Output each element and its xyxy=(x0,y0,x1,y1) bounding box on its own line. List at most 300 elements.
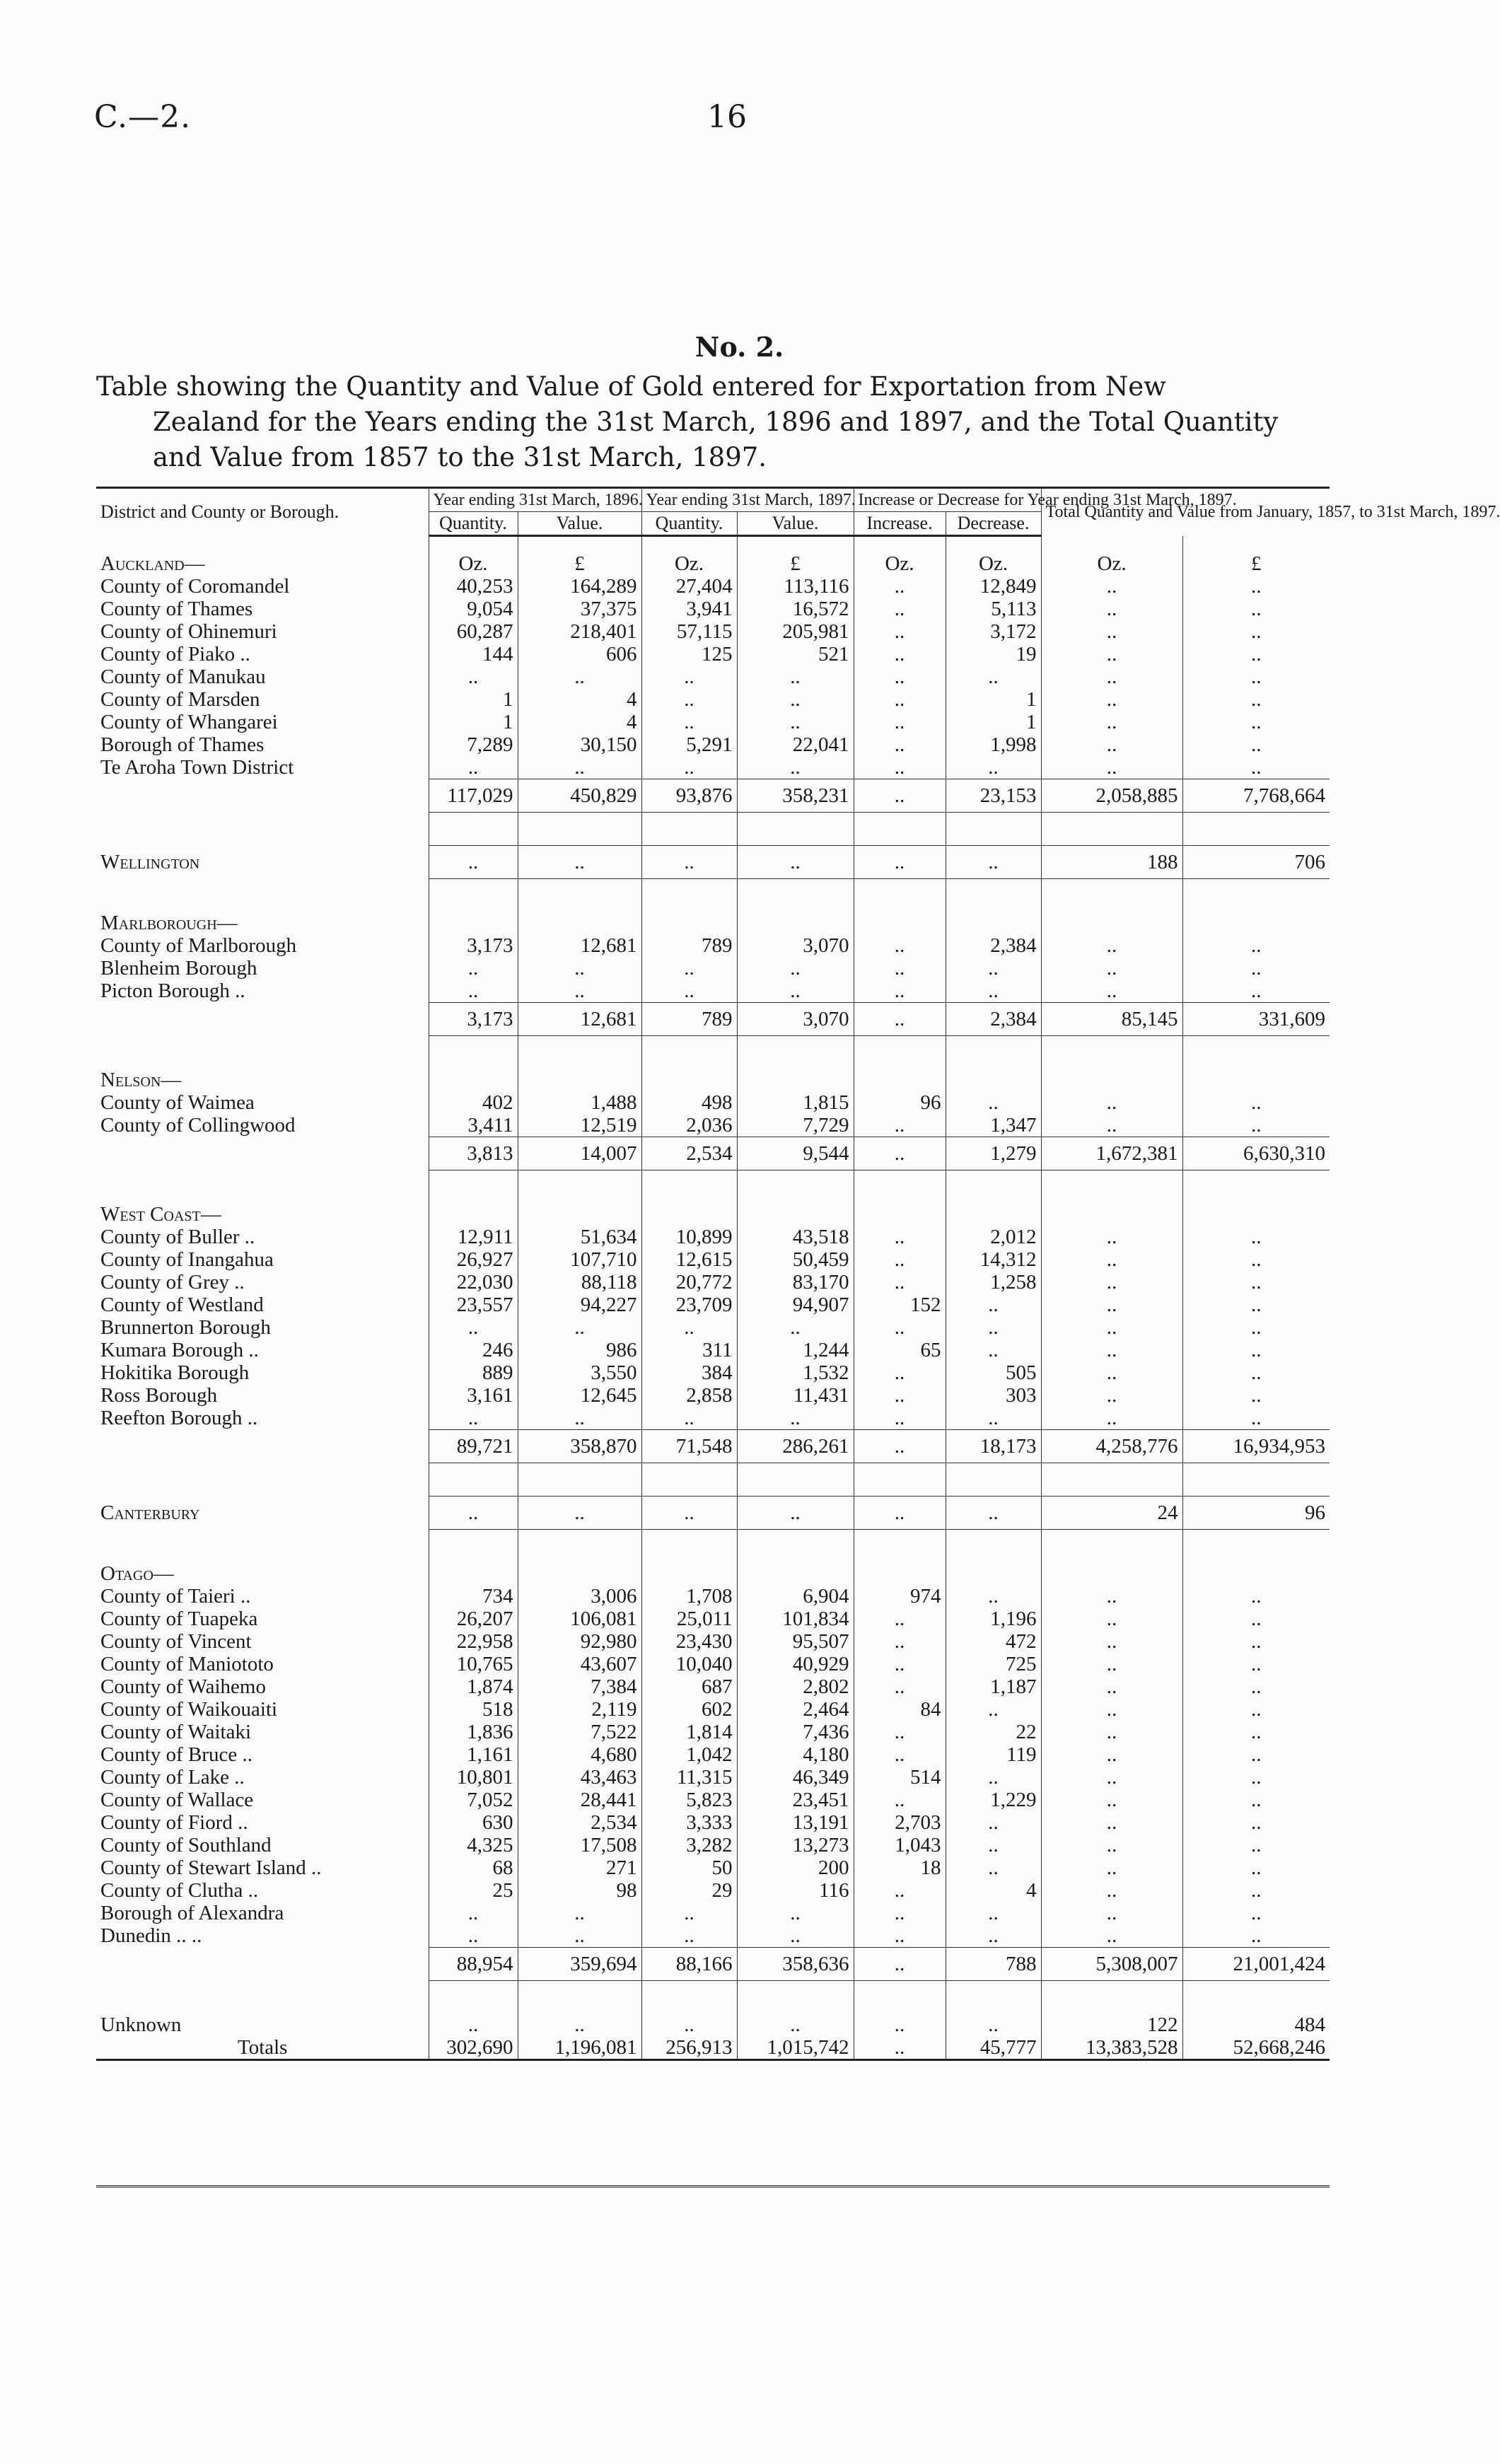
cell-value-1897: .. xyxy=(737,957,854,980)
cell-decrease: 505 xyxy=(946,1361,1041,1384)
spacer-cell xyxy=(96,1530,429,1563)
cell-value-1897: 7,729 xyxy=(737,1114,854,1137)
empty-cell xyxy=(854,1562,946,1585)
cell-value-1896: 358,870 xyxy=(518,1430,641,1463)
row-label: County of Wallace xyxy=(100,1789,254,1811)
spacer-cell xyxy=(854,1530,946,1563)
cell-total-value: .. xyxy=(1182,1294,1330,1316)
cell-total-value: 6,630,310 xyxy=(1182,1137,1330,1170)
cell-increase: .. xyxy=(854,1902,946,1924)
cell-quantity-1897: 23,709 xyxy=(641,1294,737,1316)
spacer-cell xyxy=(96,1463,429,1497)
header-decrease: Decrease. xyxy=(946,512,1041,536)
cell-quantity-1896: 26,207 xyxy=(429,1608,518,1630)
cell-decrease: .. xyxy=(946,1834,1041,1856)
spacer-cell xyxy=(1182,813,1330,846)
cell-increase: .. xyxy=(854,1608,946,1630)
cell-decrease: 3,172 xyxy=(946,620,1041,643)
empty-cell xyxy=(641,1203,737,1226)
cell-value-1897: 3,070 xyxy=(737,934,854,957)
cell-increase: .. xyxy=(854,779,946,813)
cell-total-value: .. xyxy=(1182,934,1330,957)
cell-quantity-1896: 9,054 xyxy=(429,598,518,620)
cell-total-quantity: 1,672,381 xyxy=(1041,1137,1182,1170)
header-quantity-1896: Quantity. xyxy=(429,512,518,536)
cell-value-1897: 7,436 xyxy=(737,1721,854,1743)
cell-value-1896: 4 xyxy=(518,711,641,733)
cell-total-quantity: .. xyxy=(1041,1407,1182,1430)
unit-oz: Oz. xyxy=(854,552,946,575)
cell-total-value: 7,768,664 xyxy=(1182,779,1330,813)
cell-value-1896: 14,007 xyxy=(518,1137,641,1170)
cell-quantity-1897: .. xyxy=(641,980,737,1003)
cell-value-1897: 94,907 xyxy=(737,1294,854,1316)
cell-quantity-1897: 384 xyxy=(641,1361,737,1384)
cell-increase: .. xyxy=(854,1114,946,1137)
table-row xyxy=(96,1721,1330,1743)
cell-quantity-1897: 29 xyxy=(641,1879,737,1902)
cell-total-value: .. xyxy=(1182,598,1330,620)
cell-quantity-1896: 7,289 xyxy=(429,733,518,756)
spacer-cell xyxy=(946,813,1041,846)
spacer-cell xyxy=(854,1981,946,2014)
spacer-cell xyxy=(946,879,1041,912)
cell-total-quantity: .. xyxy=(1041,666,1182,688)
cell-total-value: .. xyxy=(1182,1721,1330,1743)
cell-decrease: .. xyxy=(946,1407,1041,1430)
cell-total-quantity: .. xyxy=(1041,1743,1182,1766)
cell-value-1897: .. xyxy=(737,846,854,879)
spacer-cell xyxy=(429,879,518,912)
row-label: County of Thames xyxy=(100,598,253,620)
cell-value-1897: 1,532 xyxy=(737,1361,854,1384)
cell-total-quantity: .. xyxy=(1041,711,1182,733)
row-label: County of Westland xyxy=(100,1294,264,1316)
cell-value-1897: 4,180 xyxy=(737,1743,854,1766)
spacer-cell xyxy=(1182,879,1330,912)
table-row xyxy=(96,957,1330,980)
cell-quantity-1897: 25,011 xyxy=(641,1608,737,1630)
header-total-since-1857: Total Quantity and Value from January, 1857, to 31st March, 1897. xyxy=(1041,488,1330,536)
cell-quantity-1896: 117,029 xyxy=(429,779,518,813)
cell-value-1897: 13,273 xyxy=(737,1834,854,1856)
spacer-cell xyxy=(1041,1170,1182,1204)
cell-value-1896: .. xyxy=(518,980,641,1003)
cell-quantity-1896: 734 xyxy=(429,1585,518,1608)
cell-total-value: 706 xyxy=(1182,846,1330,879)
cell-total-quantity: 24 xyxy=(1041,1497,1182,1530)
cell-increase: 96 xyxy=(854,1091,946,1114)
spacer-row xyxy=(96,879,1330,912)
cell-increase: 2,703 xyxy=(854,1811,946,1834)
cell-value-1897: 3,070 xyxy=(737,1003,854,1036)
empty-cell xyxy=(429,1069,518,1091)
row-label: County of Southland xyxy=(100,1834,272,1856)
cell-increase: .. xyxy=(854,1743,946,1766)
cell-quantity-1896: 22,030 xyxy=(429,1271,518,1294)
table-row xyxy=(96,1248,1330,1271)
header-value-1896: Value. xyxy=(518,512,641,536)
table-row xyxy=(96,1294,1330,1316)
cell-quantity-1896: 89,721 xyxy=(429,1430,518,1463)
cell-value-1897: 95,507 xyxy=(737,1630,854,1653)
cell-quantity-1896: 25 xyxy=(429,1879,518,1902)
cell-decrease: .. xyxy=(946,1924,1041,1948)
cell-quantity-1897: 2,858 xyxy=(641,1384,737,1407)
cell-value-1897: 200 xyxy=(737,1856,854,1879)
spacer-cell xyxy=(1182,1463,1330,1497)
empty-cell xyxy=(946,1203,1041,1226)
cell-value-1896: 43,607 xyxy=(518,1653,641,1675)
cell-increase: .. xyxy=(854,733,946,756)
cell-quantity-1896: 1 xyxy=(429,688,518,711)
row-label: Borough of Thames xyxy=(100,733,264,756)
cell-quantity-1897: 498 xyxy=(641,1091,737,1114)
spacer-cell xyxy=(1041,879,1182,912)
cell-quantity-1896: 3,173 xyxy=(429,1003,518,1036)
cell-value-1896: 7,522 xyxy=(518,1721,641,1743)
row-label: County of Tuapeka xyxy=(100,1608,258,1630)
cell-quantity-1897: 2,036 xyxy=(641,1114,737,1137)
cell-total-value: .. xyxy=(1182,1766,1330,1789)
caption-line-3: and Value from 1857 to the 31st March, 1897. xyxy=(153,442,767,472)
cell-total-value: .. xyxy=(1182,1585,1330,1608)
row-label: County of Ohinemuri xyxy=(100,620,277,643)
cell-value-1896: 12,681 xyxy=(518,934,641,957)
row-label: County of Collingwood xyxy=(100,1114,296,1137)
cell-total-quantity: .. xyxy=(1041,1834,1182,1856)
cell-total-value: .. xyxy=(1182,1879,1330,1902)
spacer-cell xyxy=(429,1981,518,2014)
table-row xyxy=(96,1856,1330,1879)
cell-value-1896: .. xyxy=(518,1316,641,1339)
cell-value-1896: 92,980 xyxy=(518,1630,641,1653)
cell-quantity-1896: 40,253 xyxy=(429,575,518,598)
cell-total-value: .. xyxy=(1182,1653,1330,1675)
cell-quantity-1897: .. xyxy=(641,1316,737,1339)
empty-cell xyxy=(1182,1069,1330,1091)
spacer-cell xyxy=(429,1036,518,1069)
table-row xyxy=(96,756,1330,779)
cell-quantity-1896: 3,813 xyxy=(429,1137,518,1170)
cell-total-quantity: 188 xyxy=(1041,846,1182,879)
cell-value-1896: 218,401 xyxy=(518,620,641,643)
table-row xyxy=(96,1698,1330,1721)
row-label: Te Aroha Town District xyxy=(100,756,294,779)
cell-quantity-1897: 3,333 xyxy=(641,1811,737,1834)
subtotal-row xyxy=(96,1003,1330,1036)
cell-total-value: 331,609 xyxy=(1182,1003,1330,1036)
table-row xyxy=(96,598,1330,620)
cell-decrease: 14,312 xyxy=(946,1248,1041,1271)
empty-cell xyxy=(737,1562,854,1585)
cell-decrease: 12,849 xyxy=(946,575,1041,598)
cell-value-1896: 43,463 xyxy=(518,1766,641,1789)
region-row xyxy=(96,1203,1330,1226)
spacer-cell xyxy=(429,1463,518,1497)
cell-quantity-1896: 26,927 xyxy=(429,1248,518,1271)
cell-value-1896: 30,150 xyxy=(518,733,641,756)
cell-value-1897: 358,231 xyxy=(737,779,854,813)
cell-value-1897: 521 xyxy=(737,643,854,666)
cell-total-value: .. xyxy=(1182,1789,1330,1811)
cell-total-quantity: .. xyxy=(1041,1811,1182,1834)
subtotal-label-cell xyxy=(96,1003,429,1036)
cell-quantity-1897: .. xyxy=(641,1497,737,1530)
cell-quantity-1896: 3,411 xyxy=(429,1114,518,1137)
cell-value-1897: 2,802 xyxy=(737,1675,854,1698)
spacer-cell xyxy=(518,813,641,846)
cell-total-quantity: .. xyxy=(1041,1698,1182,1721)
table-row xyxy=(96,620,1330,643)
empty-cell xyxy=(737,1069,854,1091)
gold-export-table xyxy=(96,487,1500,2061)
cell-quantity-1896: .. xyxy=(429,846,518,879)
cell-total-quantity: .. xyxy=(1041,620,1182,643)
empty-cell xyxy=(1041,1203,1182,1226)
header-district: District and County or Borough. xyxy=(100,501,339,523)
cell-quantity-1896: .. xyxy=(429,1924,518,1948)
spacer-cell xyxy=(946,1463,1041,1497)
cell-value-1897: 13,191 xyxy=(737,1811,854,1834)
cell-total-quantity: .. xyxy=(1041,1248,1182,1271)
cell-increase: .. xyxy=(854,1384,946,1407)
cell-total-quantity: 122 xyxy=(1041,2013,1182,2036)
spacer-cell xyxy=(96,1036,429,1069)
empty-cell xyxy=(641,1562,737,1585)
cell-value-1896: 12,519 xyxy=(518,1114,641,1137)
spacer-cell xyxy=(854,1036,946,1069)
spacer-cell xyxy=(96,1981,429,2014)
cell-decrease: 1,998 xyxy=(946,733,1041,756)
spacer-cell xyxy=(946,1530,1041,1563)
cell-quantity-1897: 10,899 xyxy=(641,1226,737,1248)
cell-total-quantity: .. xyxy=(1041,1653,1182,1675)
cell-quantity-1897: 687 xyxy=(641,1675,737,1698)
cell-total-quantity: .. xyxy=(1041,1721,1182,1743)
subtotal-label-cell xyxy=(96,1430,429,1463)
cell-total-value: 16,934,953 xyxy=(1182,1430,1330,1463)
cell-decrease: .. xyxy=(946,666,1041,688)
cell-value-1897: 16,572 xyxy=(737,598,854,620)
cell-quantity-1897: 88,166 xyxy=(641,1948,737,1981)
spacer-cell xyxy=(1041,536,1182,553)
spacer-cell xyxy=(854,536,946,553)
cell-total-quantity: .. xyxy=(1041,1585,1182,1608)
cell-total-quantity: .. xyxy=(1041,1226,1182,1248)
cell-decrease: 2,012 xyxy=(946,1226,1041,1248)
cell-increase: .. xyxy=(854,2013,946,2036)
spacer-cell xyxy=(641,536,737,553)
cell-quantity-1896: 889 xyxy=(429,1361,518,1384)
cell-value-1897: 22,041 xyxy=(737,733,854,756)
row-label: County of Taieri .. xyxy=(100,1585,251,1608)
table-row xyxy=(96,1902,1330,1924)
cell-increase: .. xyxy=(854,1497,946,1530)
spacer-cell xyxy=(737,1463,854,1497)
cell-increase: .. xyxy=(854,575,946,598)
cell-total-value: .. xyxy=(1182,1316,1330,1339)
spacer-cell xyxy=(1182,1036,1330,1069)
cell-quantity-1896: 10,801 xyxy=(429,1766,518,1789)
row-label: County of Marlborough xyxy=(100,934,297,957)
cell-total-value: .. xyxy=(1182,643,1330,666)
cell-decrease: 1 xyxy=(946,688,1041,711)
spacer-cell xyxy=(429,1530,518,1563)
header-year-1896: Year ending 31st March, 1896. xyxy=(429,488,641,512)
cell-total-value: .. xyxy=(1182,1248,1330,1271)
row-label: County of Bruce .. xyxy=(100,1743,253,1766)
table-row xyxy=(96,711,1330,733)
cell-value-1897: 113,116 xyxy=(737,575,854,598)
cell-value-1896: .. xyxy=(518,957,641,980)
cell-decrease: 1 xyxy=(946,711,1041,733)
cell-quantity-1897: 125 xyxy=(641,643,737,666)
subtotal-row xyxy=(96,1948,1330,1981)
empty-cell xyxy=(429,1562,518,1585)
table-row xyxy=(96,575,1330,598)
cell-decrease: 23,153 xyxy=(946,779,1041,813)
spacer-cell xyxy=(641,1036,737,1069)
cell-increase: .. xyxy=(854,756,946,779)
document-reference: C.—2. xyxy=(94,99,192,135)
cell-quantity-1896: 630 xyxy=(429,1811,518,1834)
cell-decrease: .. xyxy=(946,1811,1041,1834)
cell-value-1896: 98 xyxy=(518,1879,641,1902)
cell-decrease: .. xyxy=(946,1294,1041,1316)
cell-increase: .. xyxy=(854,2036,946,2060)
cell-quantity-1897: 12,615 xyxy=(641,1248,737,1271)
unknown-row xyxy=(96,2013,1330,2036)
cell-quantity-1897: 5,823 xyxy=(641,1789,737,1811)
cell-total-quantity: 4,258,776 xyxy=(1041,1430,1182,1463)
cell-quantity-1896: 1,874 xyxy=(429,1675,518,1698)
cell-total-quantity: .. xyxy=(1041,643,1182,666)
table-row xyxy=(96,666,1330,688)
cell-value-1897: .. xyxy=(737,2013,854,2036)
single-region-row xyxy=(96,846,1330,879)
empty-cell xyxy=(518,912,641,934)
cell-total-quantity: .. xyxy=(1041,1789,1182,1811)
cell-total-value: .. xyxy=(1182,1407,1330,1430)
cell-value-1897: 101,834 xyxy=(737,1608,854,1630)
cell-quantity-1897: .. xyxy=(641,711,737,733)
cell-increase: 65 xyxy=(854,1339,946,1361)
cell-increase: .. xyxy=(854,1137,946,1170)
cell-total-value: .. xyxy=(1182,1698,1330,1721)
table-row xyxy=(96,1789,1330,1811)
cell-decrease: 788 xyxy=(946,1948,1041,1981)
cell-total-value: .. xyxy=(1182,1226,1330,1248)
cell-value-1897: .. xyxy=(737,688,854,711)
row-label: County of Fiord .. xyxy=(100,1811,248,1834)
cell-value-1897: 6,904 xyxy=(737,1585,854,1608)
page-number: 16 xyxy=(707,99,747,135)
table-row xyxy=(96,1653,1330,1675)
cell-decrease: .. xyxy=(946,1585,1041,1608)
cell-quantity-1897: .. xyxy=(641,2013,737,2036)
cell-value-1896: .. xyxy=(518,1407,641,1430)
cell-decrease: .. xyxy=(946,1902,1041,1924)
cell-decrease: .. xyxy=(946,1339,1041,1361)
table-body xyxy=(96,536,1330,2060)
table-row xyxy=(96,1630,1330,1653)
row-label: Hokitika Borough xyxy=(100,1361,250,1384)
cell-total-value: .. xyxy=(1182,575,1330,598)
cell-total-quantity: .. xyxy=(1041,1294,1182,1316)
cell-value-1896: 28,441 xyxy=(518,1789,641,1811)
cell-quantity-1897: 602 xyxy=(641,1698,737,1721)
cell-quantity-1897: .. xyxy=(641,1407,737,1430)
cell-total-quantity: .. xyxy=(1041,980,1182,1003)
row-label: County of Whangarei xyxy=(100,711,278,733)
spacer-cell xyxy=(518,1463,641,1497)
cell-decrease: 1,229 xyxy=(946,1789,1041,1811)
empty-cell xyxy=(946,1069,1041,1091)
cell-total-quantity: .. xyxy=(1041,1766,1182,1789)
cell-total-quantity: .. xyxy=(1041,1271,1182,1294)
spacer-cell xyxy=(518,536,641,553)
cell-total-value: .. xyxy=(1182,1811,1330,1834)
empty-cell xyxy=(854,1069,946,1091)
spacer-cell xyxy=(1041,813,1182,846)
cell-decrease: .. xyxy=(946,846,1041,879)
row-label: County of Waihemo xyxy=(100,1675,266,1698)
cell-quantity-1897: .. xyxy=(641,666,737,688)
cell-increase: .. xyxy=(854,598,946,620)
unit-oz: Oz. xyxy=(429,552,518,575)
empty-cell xyxy=(737,1203,854,1226)
cell-quantity-1897: .. xyxy=(641,846,737,879)
cell-total-quantity: .. xyxy=(1041,1384,1182,1407)
cell-quantity-1897: .. xyxy=(641,756,737,779)
cell-total-quantity: .. xyxy=(1041,1339,1182,1361)
spacer-cell xyxy=(1041,1463,1182,1497)
cell-total-quantity: 13,383,528 xyxy=(1041,2036,1182,2060)
cell-total-quantity: .. xyxy=(1041,1675,1182,1698)
table-row xyxy=(96,1766,1330,1789)
row-label: County of Grey .. xyxy=(100,1271,245,1294)
table-row xyxy=(96,1407,1330,1430)
region-row xyxy=(96,1069,1330,1091)
cell-value-1897: .. xyxy=(737,1407,854,1430)
cell-total-quantity: .. xyxy=(1041,1316,1182,1339)
cell-total-value: 484 xyxy=(1182,2013,1330,2036)
table-row xyxy=(96,1834,1330,1856)
spacer-row xyxy=(96,1530,1330,1563)
cell-quantity-1896: .. xyxy=(429,1316,518,1339)
spacer-row xyxy=(96,536,1330,553)
cell-quantity-1896: 3,173 xyxy=(429,934,518,957)
cell-total-value: .. xyxy=(1182,1856,1330,1879)
cell-total-quantity: .. xyxy=(1041,1091,1182,1114)
cell-value-1896: 606 xyxy=(518,643,641,666)
cell-quantity-1897: .. xyxy=(641,957,737,980)
unknown-label: Unknown xyxy=(100,2013,182,2036)
table-row xyxy=(96,1316,1330,1339)
cell-value-1897: .. xyxy=(737,711,854,733)
cell-quantity-1896: 60,287 xyxy=(429,620,518,643)
spacer-cell xyxy=(737,813,854,846)
cell-decrease: 2,384 xyxy=(946,934,1041,957)
cell-total-value: .. xyxy=(1182,1675,1330,1698)
spacer-cell xyxy=(641,1463,737,1497)
row-label: County of Coromandel xyxy=(100,575,290,598)
cell-decrease: .. xyxy=(946,1856,1041,1879)
cell-quantity-1897: 93,876 xyxy=(641,779,737,813)
cell-value-1897: 1,815 xyxy=(737,1091,854,1114)
single-region-row xyxy=(96,1497,1330,1530)
